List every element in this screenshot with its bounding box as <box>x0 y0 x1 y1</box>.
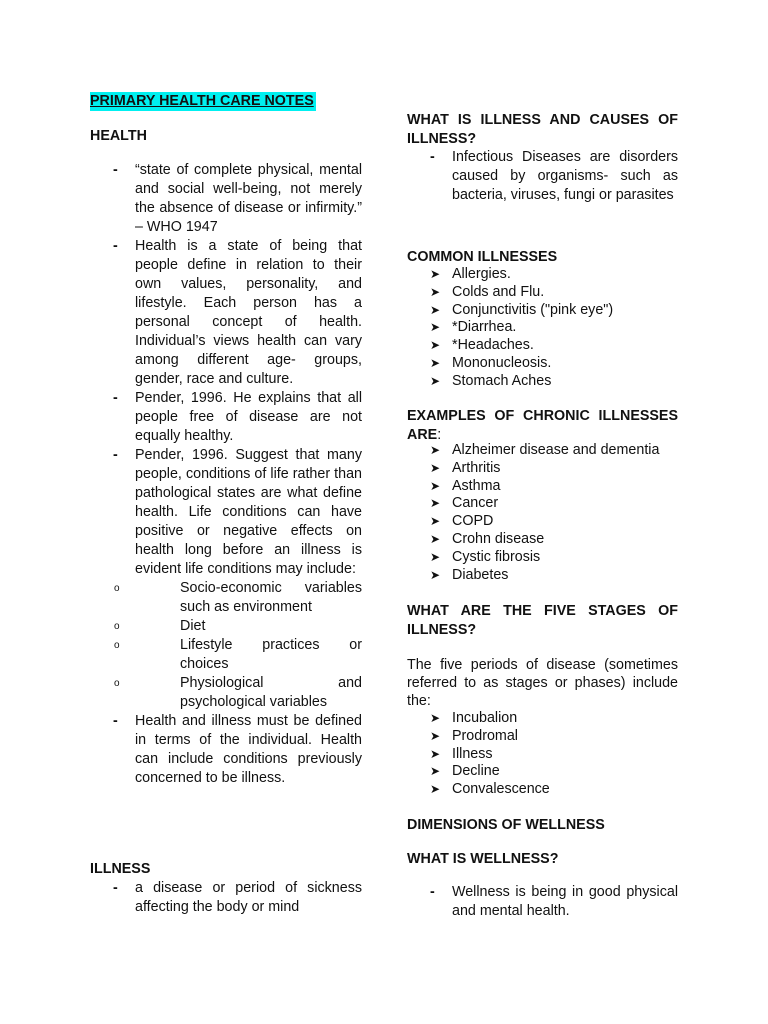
list-item: ➤ Conjunctivitis ("pink eye") <box>407 302 678 320</box>
list-item: ➤ Cancer <box>407 495 678 513</box>
list-item: ➤ Diabetes <box>407 567 678 585</box>
chronic-illnesses-list <box>407 442 678 584</box>
stages-intro: The five periods of disease (sometimes referred to as stages or phases) include the: <box>407 657 678 709</box>
wellness-list <box>407 883 678 921</box>
list-item: - Wellness is being in good physical and mental health. <box>407 883 678 921</box>
list-item <box>90 446 362 712</box>
list-item: ➤ *Headaches. <box>407 337 678 355</box>
wellness-heading: WHAT IS WELLNESS? <box>407 851 559 867</box>
list-item: ➤ Arthritis <box>407 460 678 478</box>
list-item-text: Pender, 1996. Suggest that many people, conditions of life rather than pathological states are what define health. Life conditions can have positive or negative effects on health long before an illness is evident life conditions may include: <box>135 447 362 577</box>
list-item: ➤ Allergies. <box>407 266 678 284</box>
common-illnesses-heading: COMMON ILLNESSES <box>407 249 558 265</box>
sub-list-item: o Lifestyle practices or choices <box>90 636 362 674</box>
list-item: ➤ Alzheimer disease and dementia <box>407 442 678 460</box>
sub-list-item: o Diet <box>90 617 362 636</box>
health-heading: HEALTH <box>90 128 147 144</box>
list-item: - “state of complete physical, mental and social well-being, not merely the absence of disease or infirmity.” – WHO 1947 <box>90 161 362 237</box>
list-item: ➤ Colds and Flu. <box>407 284 678 302</box>
common-illnesses-list <box>407 266 678 391</box>
document-title: PRIMARY HEALTH CARE NOTES <box>90 93 314 109</box>
life-conditions-list <box>90 579 362 712</box>
list-item: ➤ Crohn disease <box>407 531 678 549</box>
illness-definition-list <box>90 879 362 917</box>
list-item: ➤ *Diarrhea. <box>407 319 678 337</box>
list-item: - a disease or period of sickness affecting the body or mind <box>90 879 362 917</box>
chronic-illnesses-heading: EXAMPLES OF CHRONIC ILLNESSES ARE: <box>407 408 678 443</box>
stages-list <box>407 710 678 799</box>
sub-list-item: o Socio-economic variables such as environment <box>90 579 362 617</box>
list-item: ➤ Prodromal <box>407 728 678 746</box>
stages-heading: WHAT ARE THE FIVE STAGES OF ILLNESS? <box>407 603 678 638</box>
list-item: ➤ Convalescence <box>407 781 678 799</box>
list-item: ➤ Stomach Aches <box>407 373 678 391</box>
list-item: ➤ Cystic fibrosis <box>407 549 678 567</box>
list-item: ➤ Incubalion <box>407 710 678 728</box>
list-item: ➤ COPD <box>407 513 678 531</box>
list-item: - Infectious Diseases are disorders caused by organisms- such as bacteria, viruses, fungi or parasites <box>407 148 678 205</box>
sub-list-item: o Physiological and psychological variables <box>90 674 362 712</box>
list-item: ➤ Illness <box>407 746 678 764</box>
list-item: - Pender, 1996. He explains that all people free of disease are not equally healthy. <box>90 389 362 446</box>
health-definition-list <box>90 161 362 788</box>
list-item: ➤ Mononucleosis. <box>407 355 678 373</box>
illness-heading: ILLNESS <box>90 861 151 877</box>
causes-list <box>407 148 678 205</box>
list-item: - Health and illness must be defined in terms of the individual. Health can include conditions previously concerned to be illness. <box>90 712 362 788</box>
causes-heading: WHAT IS ILLNESS AND CAUSES OF ILLNESS? <box>407 112 678 147</box>
list-item: ➤ Asthma <box>407 478 678 496</box>
dimensions-heading: DIMENSIONS OF WELLNESS <box>407 817 605 833</box>
list-item: ➤ Decline <box>407 763 678 781</box>
list-item: - Health is a state of being that people define in relation to their own values, personality, and lifestyle. Each person has a personal concept of health. Individual’s views health can vary among different age- groups, gender, race and culture. <box>90 237 362 389</box>
